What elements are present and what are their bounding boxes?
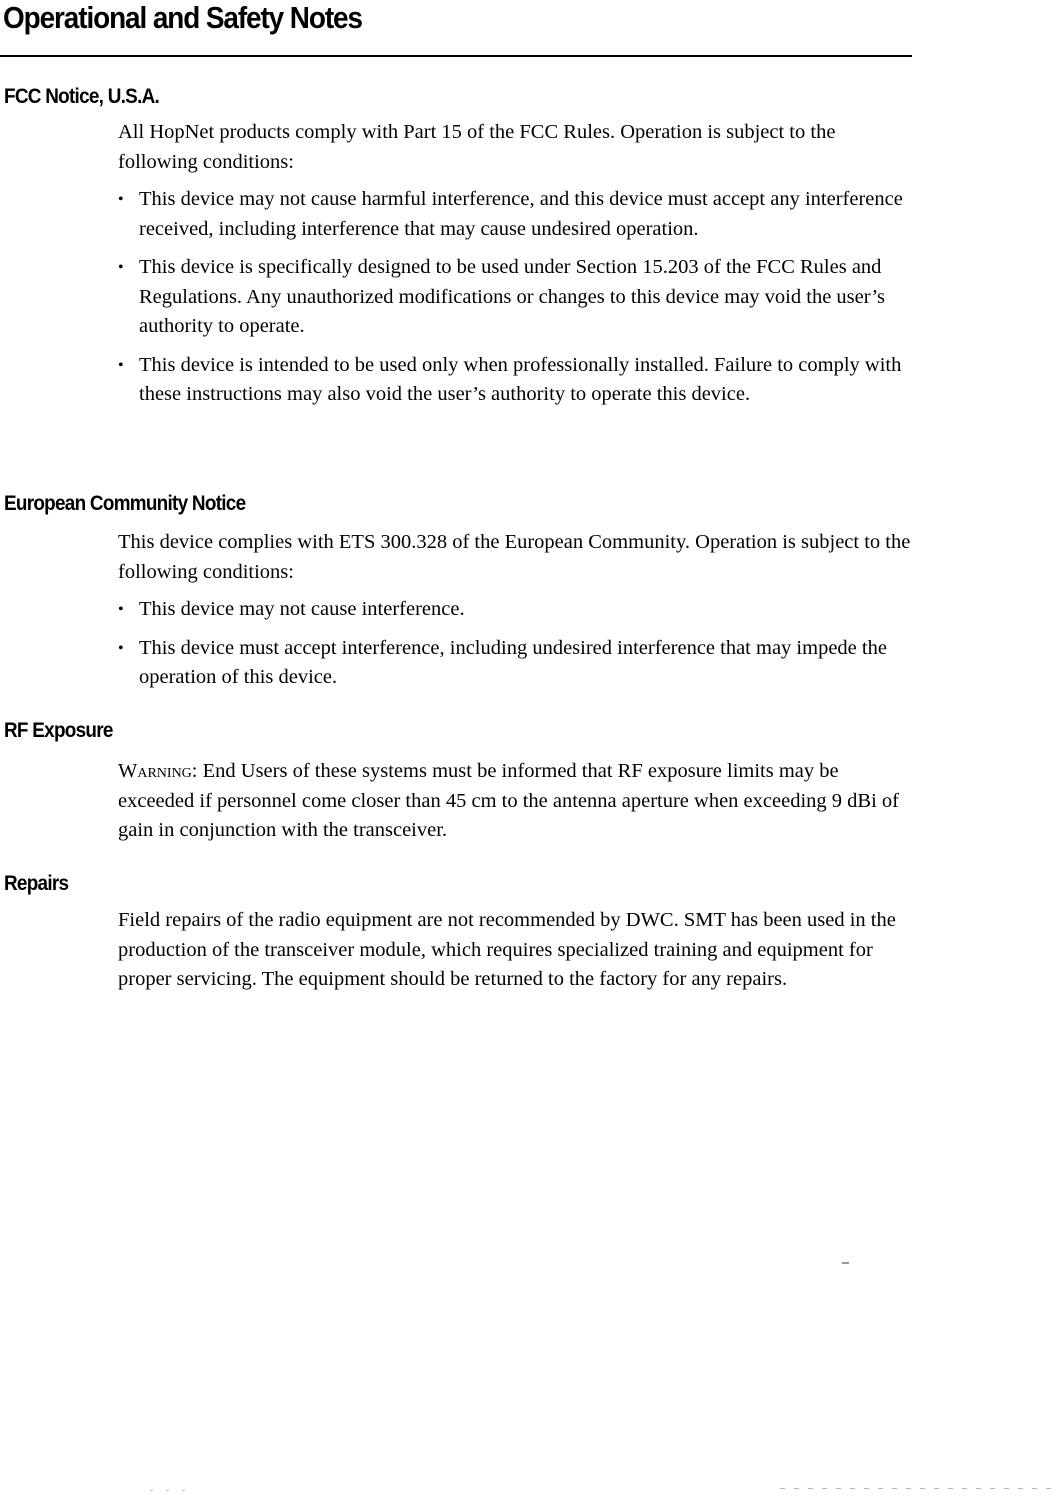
rf-exposure-heading: RF Exposure bbox=[4, 719, 113, 742]
list-item bbox=[118, 185, 918, 244]
scan-speck bbox=[842, 1262, 849, 1264]
bullet-icon: • bbox=[118, 639, 124, 657]
bullet-icon: • bbox=[118, 259, 124, 276]
bullet-icon: • bbox=[118, 191, 124, 208]
list-item-text: This device is intended to be used only when professionally installed. Failure to comply with these instructions may also void the user’s authority to operate this device. bbox=[139, 353, 902, 405]
scan-noise-line bbox=[150, 1490, 190, 1491]
list-item-text: This device may not cause interference. bbox=[139, 598, 465, 620]
repairs-heading: Repairs bbox=[4, 872, 69, 895]
rf-exposure-text: : End Users of these systems must be informed that RF exposure limits may be exceeded if personnel come closer than 45 cm to the antenna aperture when exceeding 9 dBi of gain in conjunction with the transceiver. bbox=[118, 760, 899, 841]
ec-intro-paragraph: This device complies with ETS 300.328 of the European Community. Operation is subject to the following conditions: bbox=[118, 531, 911, 583]
list-item bbox=[118, 595, 918, 625]
warning-label: Warning bbox=[118, 760, 192, 782]
page-title: Operational and Safety Notes bbox=[3, 0, 362, 35]
list-item-text: This device must accept interference, including undesired interference that may impede the operation of this device. bbox=[139, 636, 887, 688]
title-divider bbox=[0, 55, 912, 57]
scan-noise-line bbox=[780, 1488, 1059, 1489]
fcc-conditions-list bbox=[118, 185, 918, 419]
list-item bbox=[118, 351, 918, 410]
list-item bbox=[118, 634, 918, 693]
rf-exposure-paragraph bbox=[118, 757, 918, 846]
list-item-text: This device is specifically designed to be used under Section 15.203 of the FCC Rules and Regulations. Any unauthorized modifications or changes to this device may void the user’s authority to operate. bbox=[139, 256, 886, 337]
fcc-intro-paragraph: All HopNet products comply with Part 15 of the FCC Rules. Operation is subject to the following conditions: bbox=[118, 121, 836, 173]
bullet-icon: • bbox=[118, 601, 124, 618]
list-item bbox=[118, 253, 918, 342]
fcc-notice-heading: FCC Notice, U.S.A. bbox=[4, 85, 160, 108]
bullet-icon: • bbox=[118, 356, 124, 374]
ec-notice-heading: European Community Notice bbox=[4, 492, 246, 515]
list-item-text: This device may not cause harmful interference, and this device must accept any interference received, including interference that may cause undesired operation. bbox=[139, 188, 903, 240]
ec-conditions-list bbox=[118, 595, 918, 702]
repairs-paragraph: Field repairs of the radio equipment are not recommended by DWC. SMT has been used in the production of the transceiver module, which requires specialized training and equipment for proper servicing. The equipment should be returned to the factory for any repairs. bbox=[118, 909, 896, 990]
